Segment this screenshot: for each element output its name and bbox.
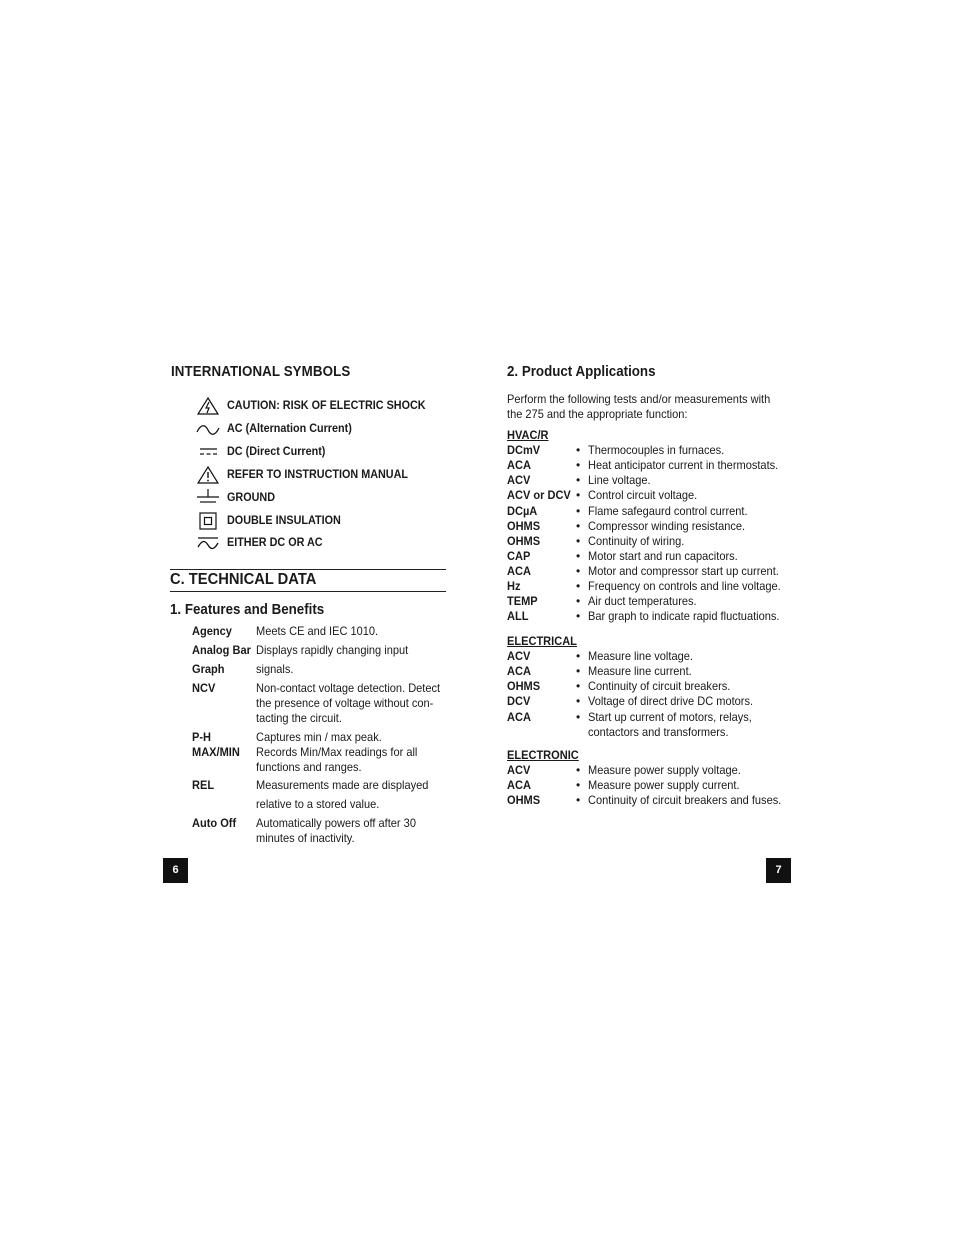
dc-current-icon	[196, 443, 220, 461]
application-term: ACV	[507, 649, 531, 664]
application-desc: Bar graph to indicate rapid fluctuations.	[588, 609, 780, 624]
bullet: •	[576, 518, 581, 533]
feature-term: MAX/MIN	[192, 745, 240, 759]
application-desc: Motor and compressor start up current.	[588, 563, 779, 578]
bullet: •	[576, 548, 581, 563]
symbol-row-manual	[196, 466, 456, 486]
bullet: •	[576, 488, 581, 503]
symbol-row-ac	[196, 420, 456, 440]
page-number-right: 7	[766, 858, 791, 883]
feature-desc: Records Min/Max readings for all functions and ranges.	[256, 745, 418, 774]
ac-sine-wave-icon	[196, 420, 220, 438]
application-term: ACA	[507, 563, 531, 578]
bullet: •	[576, 694, 581, 709]
application-term: OHMS	[507, 518, 541, 533]
ac-dc-icon	[196, 534, 220, 552]
feature-desc: Meets CE and IEC 1010.	[256, 624, 379, 638]
symbol-row-ground	[196, 489, 456, 509]
symbol-label: REFER TO INSTRUCTION MANUAL	[227, 467, 408, 481]
feature-desc: Measurements made are displayed	[256, 778, 429, 792]
application-term: OHMS	[507, 533, 541, 548]
symbol-label: AC (Alternation Current)	[227, 421, 352, 435]
bullet: •	[576, 609, 581, 624]
application-desc: Compressor winding resistance.	[588, 518, 746, 533]
symbol-row-ac-dc	[196, 534, 456, 554]
bullet: •	[576, 443, 581, 458]
feature-term: Auto Off	[192, 816, 237, 830]
feature-desc: Non-contact voltage detection. Detect the presence of voltage without con- tacting the circuit.	[256, 681, 441, 725]
symbols-heading: INTERNATIONAL SYMBOLS	[171, 364, 351, 380]
page-number-left: 6	[163, 858, 188, 883]
application-desc: Frequency on controls and line voltage.	[588, 579, 781, 593]
bullet: •	[576, 793, 581, 808]
application-desc: Thermocouples in furnaces.	[588, 443, 725, 458]
application-term: DCV	[507, 694, 531, 709]
features-heading: 1. Features and Benefits	[170, 602, 325, 618]
bullet: •	[576, 763, 581, 778]
application-desc: Motor start and run capacitors.	[588, 548, 738, 563]
symbol-label: GROUND	[227, 490, 276, 504]
bullet: •	[576, 709, 581, 724]
category-heading: HVAC/R	[507, 428, 549, 442]
application-desc: Air duct temperatures.	[588, 594, 697, 609]
feature-desc: relative to a stored value.	[256, 797, 380, 811]
technical-data-heading: C. TECHNICAL DATA	[170, 571, 317, 588]
application-desc: Measure power supply current.	[588, 778, 740, 793]
double-insulation-icon	[196, 512, 220, 530]
application-desc: Continuity of circuit breakers and fuses.	[588, 793, 782, 808]
category-heading: ELECTRICAL	[507, 634, 577, 648]
category-heading: ELECTRONIC	[507, 748, 579, 762]
ground-icon	[196, 489, 220, 507]
application-desc: Flame safegaurd control current.	[588, 503, 748, 518]
feature-term: Graph	[192, 662, 225, 676]
warning-triangle-icon	[196, 466, 220, 484]
bullet: •	[576, 458, 581, 473]
bullet: •	[576, 563, 581, 578]
applications-intro: Perform the following tests and/or measurements with the 275 and the appropriate function:	[507, 392, 771, 421]
application-term: ACA	[507, 664, 531, 679]
application-desc: Continuity of wiring.	[588, 533, 685, 548]
application-desc: Voltage of direct drive DC motors.	[588, 694, 754, 709]
bullet: •	[576, 533, 581, 548]
bullet: •	[576, 579, 581, 593]
feature-desc: Captures min / max peak.	[256, 730, 382, 744]
application-term: ACA	[507, 778, 531, 793]
feature-term: REL	[192, 778, 215, 792]
feature-term: NCV	[192, 681, 216, 695]
application-desc: Continuity of circuit breakers.	[588, 679, 731, 694]
symbol-label: DC (Direct Current)	[227, 444, 326, 458]
application-term: OHMS	[507, 679, 541, 694]
application-term: Hz	[507, 579, 521, 593]
application-desc: Control circuit voltage.	[588, 488, 698, 503]
application-term: DCmV	[507, 443, 541, 458]
bullet: •	[576, 473, 581, 488]
application-term: CAP	[507, 548, 531, 563]
symbol-label: EITHER DC OR AC	[227, 535, 323, 549]
application-desc: Heat anticipator current in thermostats.	[588, 458, 779, 473]
feature-term: Analog Bar	[192, 643, 251, 657]
application-desc: Measure power supply voltage.	[588, 763, 741, 778]
symbol-row-dc	[196, 443, 456, 463]
feature-desc: Displays rapidly changing input	[256, 643, 409, 657]
application-term: ACA	[507, 458, 531, 473]
application-term: ACA	[507, 709, 531, 724]
application-desc: Measure line current.	[588, 664, 692, 679]
feature-term: P-H	[192, 730, 212, 744]
feature-term: Agency	[192, 624, 232, 638]
bullet: •	[576, 503, 581, 518]
feature-desc: Automatically powers off after 30 minutes of inactivity.	[256, 816, 416, 845]
feature-desc: signals.	[256, 662, 294, 676]
application-desc: Measure line voltage.	[588, 649, 693, 664]
symbol-row-shock	[196, 397, 456, 417]
application-term: ACV	[507, 763, 531, 778]
application-desc: Line voltage.	[588, 473, 651, 488]
application-desc: Start up current of motors, relays, contactors and transformers.	[588, 709, 752, 739]
electric-shock-warning-icon	[196, 397, 220, 415]
application-term: TEMP	[507, 594, 538, 609]
symbol-row-double-insulation	[196, 512, 456, 532]
bullet: •	[576, 778, 581, 793]
symbol-label: DOUBLE INSULATION	[227, 513, 341, 527]
application-term: DCµA	[507, 503, 538, 518]
application-term: ALL	[507, 609, 529, 624]
application-term: ACV or DCV	[507, 488, 571, 503]
application-term: ACV	[507, 473, 531, 488]
bullet: •	[576, 679, 581, 694]
technical-data-heading-box	[170, 569, 446, 592]
applications-heading: 2. Product Applications	[507, 364, 656, 380]
bullet: •	[576, 664, 581, 679]
bullet: •	[576, 594, 581, 609]
application-term: OHMS	[507, 793, 541, 808]
bullet: •	[576, 649, 581, 664]
symbol-label: CAUTION: RISK OF ELECTRIC SHOCK	[227, 398, 426, 412]
